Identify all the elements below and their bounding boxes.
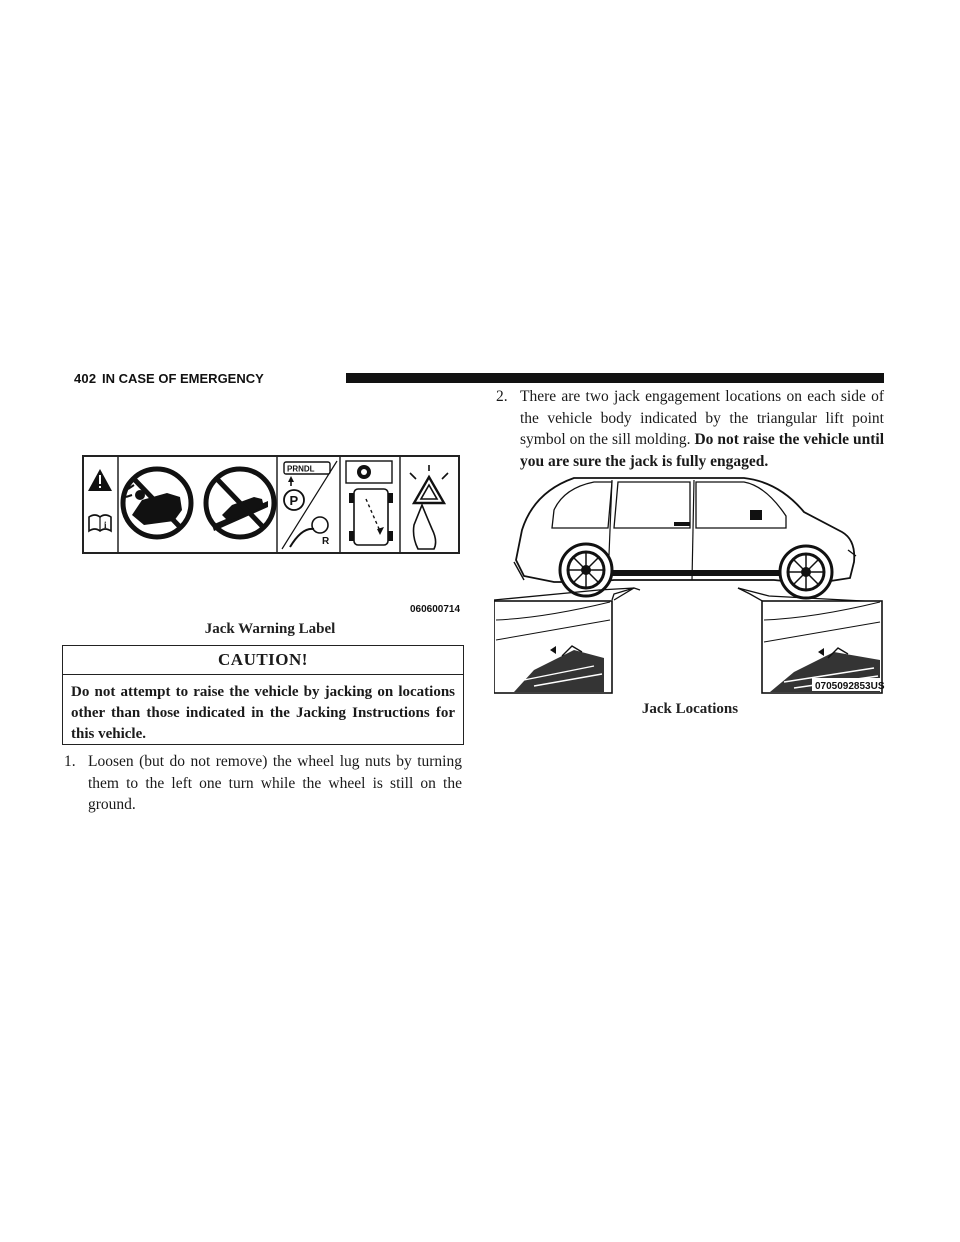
page-header — [74, 369, 884, 387]
step-2-bold-text: Do not raise the vehicle until you are sure the jack is fully engaged. — [520, 431, 885, 470]
section-title: IN CASE OF EMERGENCY — [102, 371, 264, 386]
caution-box — [62, 645, 464, 745]
figure-right-caption: Jack Locations — [641, 701, 739, 717]
caution-title: CAUTION! — [63, 646, 463, 675]
svg-text:i: i — [104, 520, 107, 530]
step-1-number: 1. — [64, 753, 76, 770]
step-2-number: 2. — [496, 388, 508, 405]
figure-left-code: 060600714 — [410, 604, 461, 615]
step-2-text: There are two jack engagement locations on each side of the vehicle body indicated by the triangular lift point symbol on the sill molding. — [520, 388, 884, 448]
header-rule — [346, 373, 884, 383]
reverse-letter: R — [322, 536, 330, 547]
figure-right-code: 0705092853US — [815, 681, 885, 692]
minivan-illustration — [514, 478, 856, 598]
jack-locations-figure — [494, 470, 884, 694]
figure-left-caption: Jack Warning Label — [204, 621, 336, 637]
park-letter: P — [289, 493, 299, 508]
step-2 — [496, 386, 884, 472]
jack-detail-left — [494, 601, 612, 693]
gear-text: PRNDL — [287, 464, 315, 474]
jack-detail-right — [762, 601, 882, 693]
jack-warning-label-figure — [82, 455, 460, 555]
step-1-text: Loosen (but do not remove) the wheel lug nuts by turning them to the left one turn while the wheel is still on the ground. — [88, 753, 462, 813]
caution-body: Do not attempt to raise the vehicle by jacking on locations other than those indicated in the Jacking Instructions for this vehicle. — [71, 684, 455, 742]
step-1 — [64, 751, 462, 816]
page-number: 402 — [74, 371, 97, 386]
